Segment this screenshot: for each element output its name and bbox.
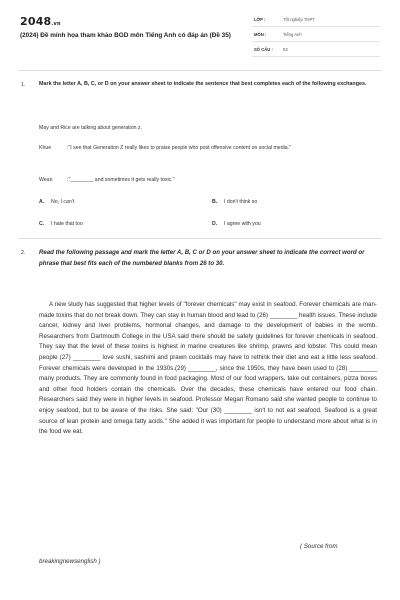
option-key: A. [39, 199, 45, 205]
divider [18, 238, 382, 239]
answer-option-c[interactable] [39, 221, 83, 227]
option-text: I hate that too [51, 221, 83, 227]
page-header [0, 0, 400, 62]
site-logo[interactable] [20, 15, 61, 28]
dialogue-line: :"________ and sometimes it gets really toxic." [67, 177, 175, 183]
logo-suffix: .vn [51, 21, 61, 27]
option-key: D. [212, 221, 218, 227]
divider [18, 70, 382, 71]
answer-option-a[interactable] [39, 199, 74, 205]
option-text: I agree with you [224, 221, 261, 227]
document-meta [252, 15, 380, 60]
dialogue-speaker: Wean [39, 177, 53, 183]
answer-option-b[interactable] [212, 199, 257, 205]
reading-passage [39, 300, 377, 438]
question-instruction: Mark the letter A, B, C, or D on your answer sheet to indicate the sentence that best completes each of the following exchanges. [39, 81, 367, 87]
meta-row-class [252, 15, 380, 27]
meta-label: LỚP : [254, 17, 266, 22]
answer-option-d[interactable] [212, 221, 261, 227]
question-number: 2. [21, 250, 26, 256]
meta-value: Tốt nghiệp THPT [283, 17, 315, 22]
meta-value: 53 [283, 47, 288, 52]
meta-label: SỐ CÂU : [254, 47, 273, 52]
dialogue-context: May and Rice are talking about generation z. [39, 125, 142, 131]
question-instruction: Read the following passage and mark the letter A, B, C or D on your answer sheet to indicate the correct word or phrase that best fits each of the numbered blanks from 26 to 30. [39, 249, 365, 267]
meta-row-count [252, 45, 380, 57]
dialogue-speaker: Khue [39, 145, 52, 151]
dialogue-line: :"I see that Generation Z really likes to praise people who post offensive content on social media." [67, 145, 291, 151]
option-text: I don't think so [224, 199, 258, 205]
logo-main: 2048 [20, 15, 52, 28]
meta-label: MÔN : [254, 32, 267, 37]
option-key: C. [39, 221, 45, 227]
meta-value: Tiếng Anh [283, 32, 302, 37]
meta-row-subject [252, 30, 380, 42]
source-citation: ( Source from [300, 543, 338, 550]
question-number: 1. [21, 82, 26, 88]
option-text: No, I can't [51, 199, 75, 205]
document-title: (2024) Đề minh họa tham khảo BGD môn Tiếng Anh có đáp án (Đề 35) [20, 32, 231, 39]
option-key: B. [212, 199, 218, 205]
passage-paragraph: A new study has suggested that higher levels of "forever chemicals" may exist in seafood. Forever chemicals are man-made toxins that do not break down. They can stay in human blood and lead to (26) ________ health issues. These include cancer, kidney and liver problems, hormonal changes, and damage to the development of babies in the womb. Researchers from Dartmouth College in the USA said there should be safety guidelines for forever chemicals in seafood. They say that the level of these toxins is highest in marine creatures like shrimp, prawns and lobster. This could mean people (27) ________ love sushi, sashimi and prawn cocktails may have to rethink their diet and eat a little less seafood. Forever chemicals were developed in the 1930s.(29) ________, since the 1950s, they have been used to (28) ________ many products. They are commonly found in food packaging. Most of our food wrappers, take out containers, pizza boxes and other food holders contain the chemicals. Over the decades, these chemicals have entered our food chain. Researchers said they were in higher levels in seafood. Professor Megan Romano said she wanted people to continue to enjoy seafood, but to be aware of the risks. She said: "Our (30) ________ isn't to not eat seafood. Seafood is a great source of lean protein and omega fatty acids." She added it was important for people to understand more about what is in the food we eat. [39, 301, 377, 436]
source-citation-cont: breakingnewsenglish ) [39, 558, 101, 565]
